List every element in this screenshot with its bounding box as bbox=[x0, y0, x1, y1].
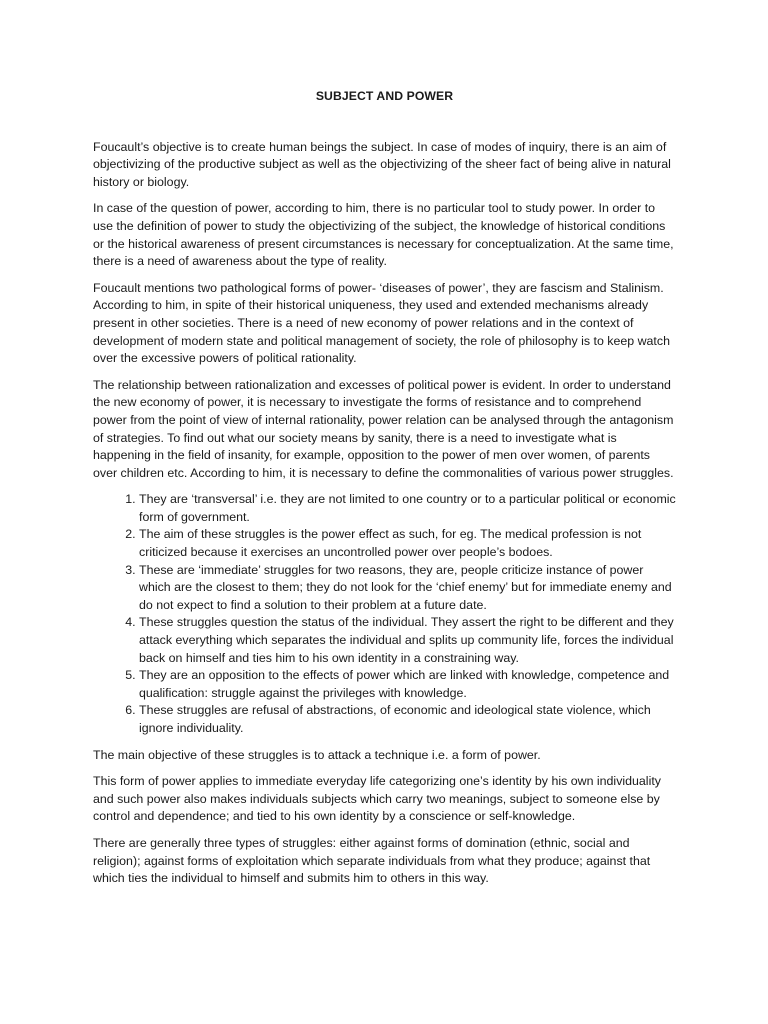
list-item: 2. The aim of these struggles is the power effect as such, for eg. The medical profession is not criticized because it exercises an uncontrolled power over people’s bodoes. bbox=[139, 526, 676, 561]
list-item: 5. They are an opposition to the effects of power which are linked with knowledge, competence and qualification: struggle against the privileges with knowledge. bbox=[139, 667, 676, 702]
paragraph-form-of-power: This form of power applies to immediate everyday life categorizing one’s identity by his own individuality and such power also makes individuals subjects which carry two meanings, subject to someone else by control and dependence; and tied to his own identity by a conscience or self-knowledge. bbox=[93, 774, 661, 824]
document-title: SUBJECT AND POWER bbox=[315, 89, 454, 103]
paragraph-question-of-power: In case of the question of power, according to him, there is no particular tool to study power. In order to use the definition of power to study the objectivizing of the subject, the knowledge of historical conditions or the historical awareness of present circumstances is necessary for conceptualization. At the same time, there is a need of awareness about the type of reality. bbox=[93, 201, 674, 269]
paragraph-pathological-forms: Foucault mentions two pathological forms of power- ‘diseases of power’, they are fascism and Stalinism. According to him, in spite of their historical uniqueness, they used and extended mechanisms already present in other societies. There is a need of new economy of power relations and in the context of development of modern state and political management of society, the role of philosophy is to keep watch over the excessive powers of political rationality. bbox=[93, 280, 670, 366]
paragraph-main-objective: The main objective of these struggles is to attack a technique i.e. a form of power. bbox=[93, 747, 541, 762]
paragraph-rationalization: The relationship between rationalization and excesses of political power is evident. In order to understand the new economy of power, it is necessary to investigate the forms of resistance and to comprehend power from the point of view of internal rationality, power relation can be analysed through the antagonism of strategies. To find out what our society means by sanity, there is a need to investigate what is happening in the field of insanity, for example, opposition to the power of men over women, of parents over children etc. According to him, it is necessary to define the commonalities of various power struggles. bbox=[93, 377, 674, 480]
list-item: 3. These are ‘immediate’ struggles for two reasons, they are, people criticize instance of power which are the closest to them; they do not look for the ‘chief enemy’ but for immediate enemy and do not expect to find a solution to their problem at a future date. bbox=[139, 562, 676, 615]
paragraph-types-of-struggles: There are generally three types of struggles: either against forms of domination (ethnic, social and religion); against forms of exploitation which separate individuals from what they produce; against that which ties the individual to himself and submits him to others in this way. bbox=[93, 835, 651, 886]
list-item: 6. These struggles are refusal of abstractions, of economic and ideological state violence, which ignore individuality. bbox=[139, 702, 676, 737]
struggles-list bbox=[93, 491, 676, 737]
list-item: 4. These struggles question the status of the individual. They assert the right to be different and they attack everything which separates the individual and splits up community life, forces the individual back on himself and ties him to his own identity in a constraining way. bbox=[139, 614, 676, 667]
paragraph-objective: Foucault’s objective is to create human beings the subject. In case of modes of inquiry, there is an aim of objectivizing of the productive subject as well as the objectivizing of the sheer fact of being alive in natural history or biology. bbox=[93, 139, 671, 189]
list-item: 1. They are ‘transversal’ i.e. they are not limited to one country or to a particular political or economic form of government. bbox=[139, 491, 676, 526]
